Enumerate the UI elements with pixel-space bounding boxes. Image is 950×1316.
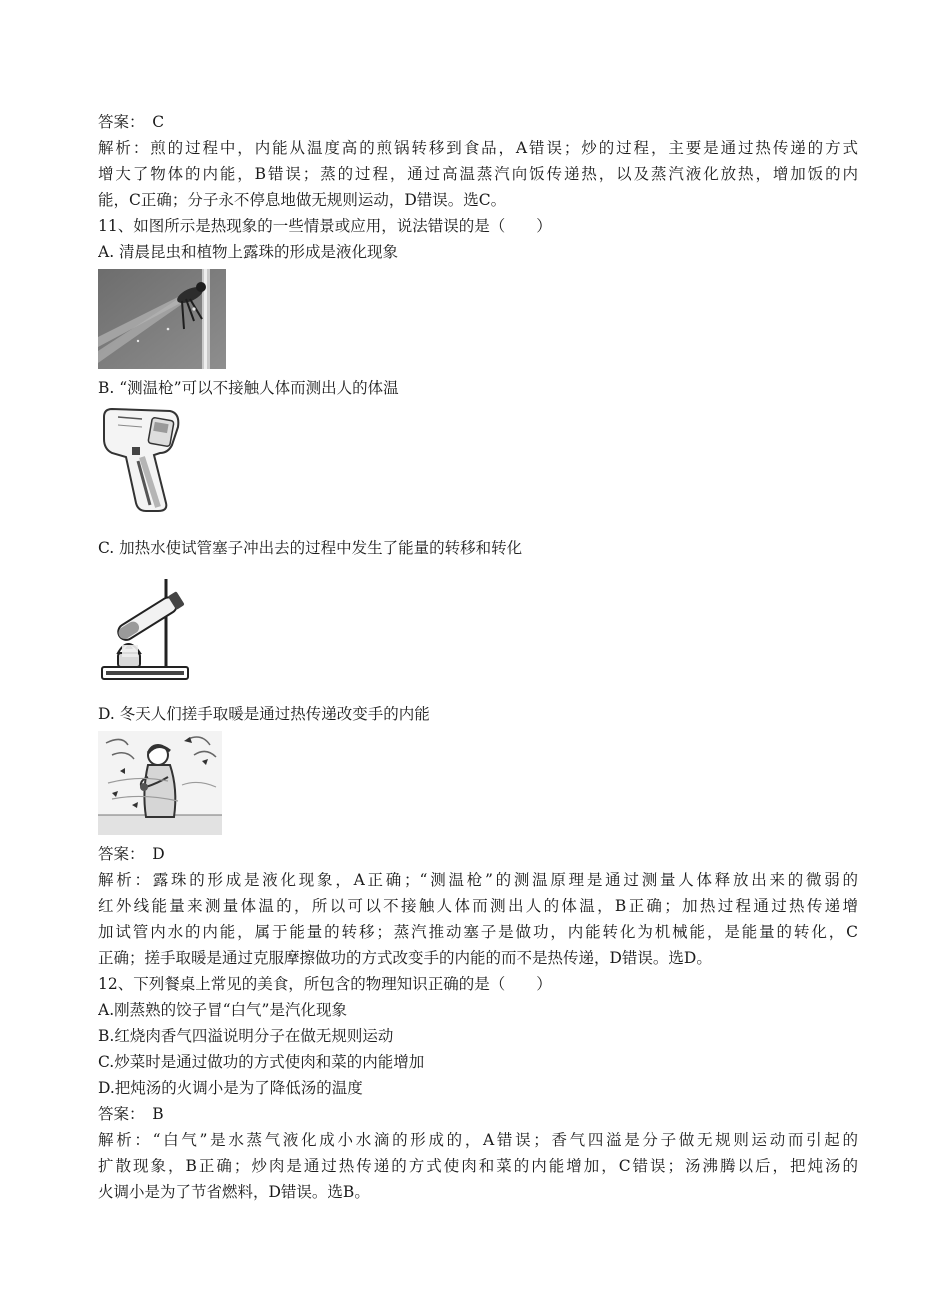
- q12-analysis-line-3: 火调小是为了节省燃料，D错误。选B。: [98, 1183, 370, 1201]
- q11-option-c: C. 加热水使试管塞子冲出去的过程中发生了能量的转移和转化: [98, 539, 523, 557]
- q12-option-b: B.红烧肉香气四溢说明分子在做无规则运动: [98, 1027, 394, 1045]
- q11-analysis-line-4: 正确；搓手取暖是通过克服摩擦做功的方式改变手的内能的而不是热传递，D错误。选D。: [98, 949, 712, 967]
- q10-analysis-line-2: 增大了物体的内能，B错误；蒸的过程，通过高温蒸汽向饭传递热，以及蒸汽液化放热，增加饭的内: [98, 165, 858, 183]
- q12-option-d: D.把炖汤的火调小是为了降低汤的温度: [98, 1079, 363, 1097]
- q11-answer: 答案： D: [98, 845, 165, 863]
- q11-analysis-line-2: 红外线能量来测量体温的，所以可以不接触人体而测出人的体温，B正确；加热过程通过热传递增: [98, 897, 858, 915]
- q12-answer: 答案： B: [98, 1105, 164, 1123]
- q12-stem: 12、下列餐桌上常见的美食，所包含的物理知识正确的是（ ）: [98, 975, 552, 993]
- q12-analysis-line-1: 解析：“白气”是水蒸气液化成小水滴的形成的，A错误；香气四溢是分子做无规则运动而引起的: [98, 1131, 858, 1149]
- dragonfly-photo-icon: [98, 269, 226, 369]
- q11-stem: 11、如图所示是热现象的一些情景或应用，说法错误的是（ ）: [98, 217, 552, 235]
- document-page: [98, 109, 858, 1205]
- q12-analysis-line-2: 扩散现象，B正确；炒肉是通过热传递的方式使肉和菜的内能增加，C错误；汤沸腾以后，把炖汤的: [98, 1157, 858, 1175]
- q11-analysis-line-1: 解析：露珠的形成是液化现象，A正确；“测温枪”的测温原理是通过测量人体释放出来的微弱的: [98, 871, 858, 889]
- q12-option-c: C.炒菜时是通过做功的方式使肉和菜的内能增加: [98, 1053, 425, 1071]
- q10-analysis-line-3: 能，C正确；分子永不停息地做无规则运动，D错误。选C。: [98, 191, 507, 209]
- q11-analysis-line-3: 加试管内水的内能，属于能量的转移；蒸汽推动塞子是做功，内能转化为机械能，是能量的转化，C: [98, 923, 858, 941]
- q11-option-d: D. 冬天人们搓手取暖是通过热传递改变手的内能: [98, 705, 430, 723]
- thermometer-gun-icon: [98, 405, 188, 515]
- q10-answer: 答案： C: [98, 113, 165, 131]
- q11-option-b: B. “测温枪”可以不接触人体而测出人的体温: [98, 379, 399, 397]
- test-tube-heating-apparatus-icon: [98, 573, 194, 685]
- q11-option-a: A. 清晨昆虫和植物上露珠的形成是液化现象: [98, 243, 399, 261]
- q10-analysis-line-1: 解析：煎的过程中，内能从温度高的煎锅转移到食品，A错误；炒的过程，主要是通过热传递的方式: [98, 139, 858, 157]
- q12-option-a: A.刚蒸熟的饺子冒“白气”是汽化现象: [98, 1001, 347, 1019]
- person-rubbing-hands-in-wind-icon: [98, 731, 222, 835]
